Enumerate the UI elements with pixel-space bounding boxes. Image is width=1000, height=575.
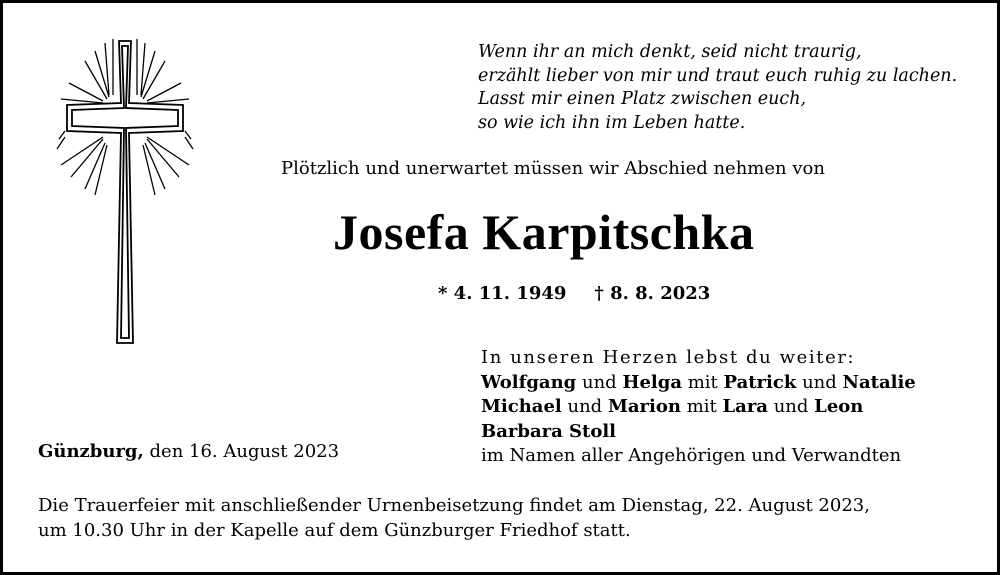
connector-text: und <box>582 371 617 393</box>
connector-text: und <box>802 371 837 393</box>
intro-text: Plötzlich und unerwartet müssen wir Abschied nehmen von <box>281 158 825 179</box>
mourner-name: Barbara Stoll <box>481 420 617 442</box>
place-date <box>38 441 339 462</box>
place-city: Günzburg, <box>38 441 144 462</box>
mourners-heading: In unseren Herzen lebst du weiter: <box>481 347 856 368</box>
service-info <box>38 493 870 543</box>
connector-text: mit <box>686 396 717 417</box>
poem-line: Lasst mir einen Platz zwischen euch, <box>478 89 807 109</box>
mourners-block <box>481 346 916 469</box>
mourners-line <box>481 420 916 445</box>
poem-line: so wie ich ihn im Leben hatte. <box>478 112 746 133</box>
life-dates <box>438 283 710 304</box>
notice-date: den 16. August 2023 <box>149 441 340 462</box>
mourner-name: Helga <box>622 371 682 393</box>
connector-text: und <box>773 396 809 417</box>
poem-line: Wenn ihr an mich denkt, seid nicht traurig, <box>478 42 862 62</box>
service-line: um 10.30 Uhr in der Kapelle auf dem Günzburger Friedhof statt. <box>38 520 631 541</box>
cross-with-rays-icon <box>55 37 195 349</box>
deceased-name: Josefa Karpitschka <box>333 204 755 260</box>
mourner-name: Leon <box>814 396 864 417</box>
death-date: † 8. 8. 2023 <box>594 283 711 304</box>
mourner-name: Marion <box>607 396 681 417</box>
mourner-name: Patrick <box>723 371 797 393</box>
mourner-name: Lara <box>722 396 768 417</box>
connector-text: und <box>567 396 603 417</box>
mourner-name: Michael <box>481 396 562 417</box>
mourners-line <box>481 371 916 396</box>
service-line: Die Trauerfeier mit anschließender Urnenbeisetzung findet am Dienstag, 22. August 2023, <box>38 495 870 516</box>
mourners-line <box>481 395 916 420</box>
birth-date: * 4. 11. 1949 <box>438 283 567 304</box>
poem <box>478 41 957 135</box>
mourner-name: Natalie <box>842 371 916 393</box>
mourner-name: Wolfgang <box>481 371 577 393</box>
mourners-closing: im Namen aller Angehörigen und Verwandten <box>481 445 902 466</box>
poem-line: erzählt lieber von mir und traut euch ruhig zu lachen. <box>478 65 958 86</box>
connector-text: mit <box>687 371 718 393</box>
